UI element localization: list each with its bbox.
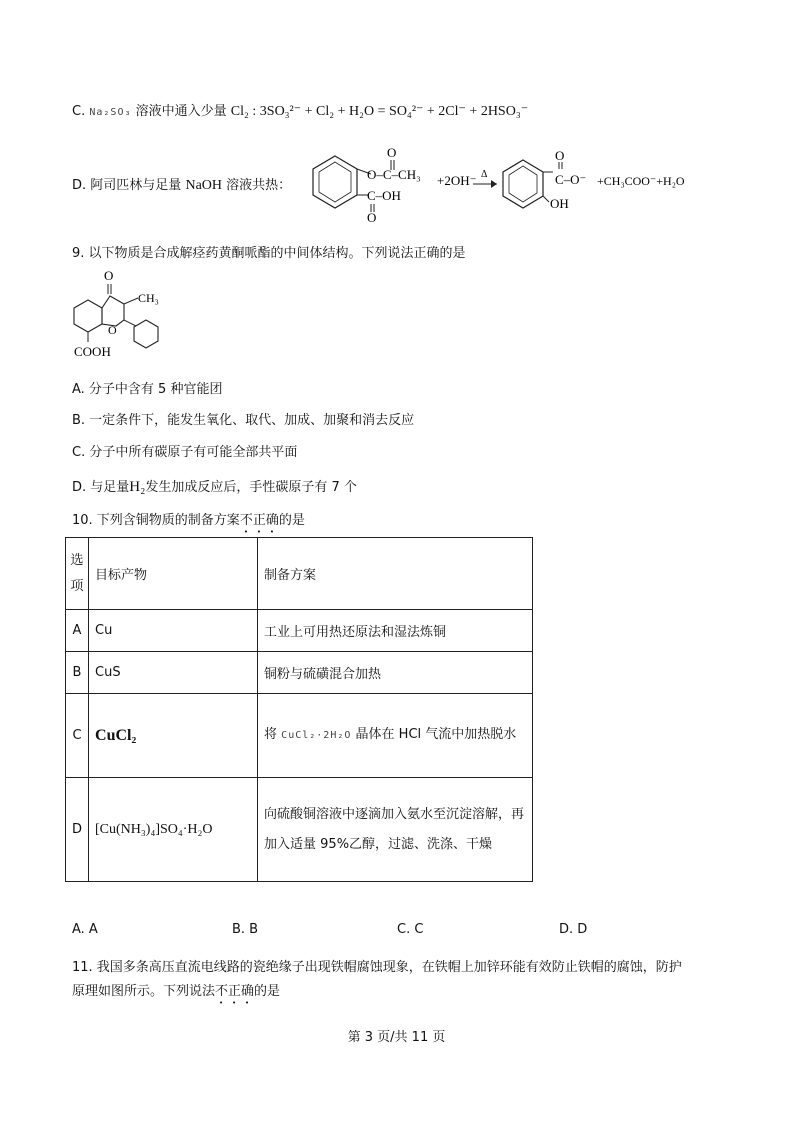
row-option: B [66,652,89,694]
table-row [66,778,533,882]
flavone-structure [70,266,180,362]
ketone-o: O [104,268,114,283]
aspirin-reaction-diagram [305,142,705,224]
table-row [66,652,533,694]
carboxyl-o: O [367,210,377,224]
emphasis-text: 不正确 [239,513,279,528]
q8-option-d [72,174,291,194]
q11-stem-line2 [72,980,280,1007]
fused-ring-right [102,296,124,326]
page-footer: 第 3 页/共 11 页 [347,1030,446,1045]
stem-text-end: 的是 [254,984,281,999]
answer-option-c: C. C [397,922,424,937]
table-row [66,610,533,652]
fused-ring-left [74,300,102,332]
option-text-2: 溶液共热： [226,178,292,193]
other-products: +CH₃COO⁻+H₂O [597,174,685,188]
row-plan: 将 CuCl₂·2H₂O 晶体在 HCl 气流中加热脱水 [258,694,533,778]
option-label: D. [72,178,87,193]
carboxylate: C–O⁻ [555,172,587,187]
product-carbonyl-o: O [555,148,565,163]
header-option: 选项 [66,538,89,610]
phenyl-ring [134,320,158,348]
option-text: 阿司匹林与足量 [90,178,182,193]
sodium-sulfite-formula: Na₂SO₃ [89,107,132,118]
answer-option-a: A. A [72,922,98,937]
answer-option-d: D. D [559,922,588,937]
stem-text-end: 的是 [278,513,305,528]
option-text: D. 与足量 [72,480,130,495]
option-text: 溶液中通入少量 [135,104,227,119]
emphasis-text: 不正确 [215,984,255,999]
row-option: C [66,694,89,778]
q9-option-b: B. 一定条件下，能发生氧化、取代、加成、加聚和消去反应 [72,413,415,428]
row-product: CuCl₂ [89,694,258,778]
header-product: 目标产物 [89,538,258,610]
stem-text: 原理如图所示。下列说法 [72,984,216,999]
q9-option-d [72,476,357,496]
answer-option-b: B. B [232,922,259,937]
q10-table [65,537,533,882]
q8-option-c [72,100,528,120]
benzene-ring [313,156,357,208]
carbonyl-o: O [387,145,397,160]
heat-symbol: Δ [481,169,488,180]
row-product: [Cu(NH₃)₄]SO₄·H₂O [89,778,258,882]
q11-stem-line1: 11. 我国多条高压直流电线路的瓷绝缘子出现铁帽腐蚀现象，在铁帽上加锌环能有效防止铁帽的腐蚀，防护 [72,960,682,975]
row-product: CuS [89,652,258,694]
row-option: D [66,778,89,882]
q9-option-c: C. 分子中所有碳原子有可能全部共平面 [72,445,298,460]
chemical-equation: Cl₂ : 3SO₃²⁻ + Cl₂ + H₂O = SO₄²⁻ + 2Cl⁻ + 2HSO₃⁻ [230,104,529,119]
hydrogen-formula: H₂ [129,479,146,495]
stem-text: 10. 下列含铜物质的制备方案 [72,513,240,528]
ester-chain: O–C–CH₃ [367,167,421,182]
row-product: Cu [89,610,258,652]
methyl: CH₃ [138,291,159,305]
naoh-formula: NaOH [185,178,222,193]
q9-stem: 9. 以下物质是合成解痉药黄酮哌酯的中间体结构。下列说法正确的是 [72,246,466,261]
ring-oxygen: O [108,323,117,337]
table-row [66,694,533,778]
table-header-row [66,538,533,610]
hydroxide: +2OH⁻ [437,173,477,188]
header-plan: 制备方案 [258,538,533,610]
option-label: C. [72,104,86,119]
row-option: A [66,610,89,652]
q10-answer-options [72,922,632,940]
q9-option-a: A. 分子中含有 5 种官能团 [72,382,223,397]
row-plan: 工业上可用热还原法和湿法炼铜 [258,610,533,652]
row-plan: 铜粉与硫磺混合加热 [258,652,533,694]
q10-stem [72,509,305,536]
carboxyl-group: C–OH [367,188,401,203]
option-text-rest: 发生加成反应后，手性碳原子有 7 个 [145,480,357,495]
carboxyl: COOH [74,344,111,359]
row-plan: 向硫酸铜溶液中逐滴加入氨水至沉淀溶解，再加入适量 95%乙醇，过滤、洗涤、干燥 [258,778,533,882]
phenol-oh: OH [550,196,569,211]
